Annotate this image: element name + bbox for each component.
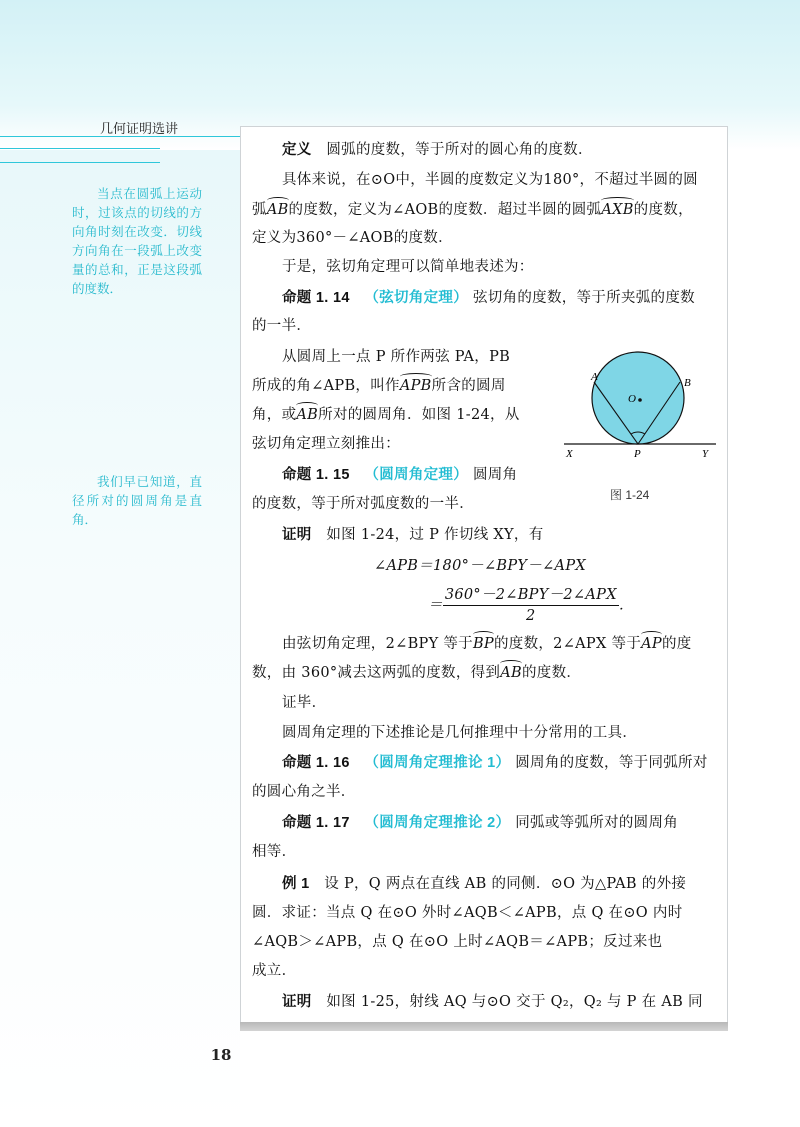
label-o: O bbox=[628, 393, 636, 405]
para2: 于是，弦切角定理可以简单地表述为： bbox=[282, 259, 534, 275]
prop-1-15-name: （圆周角定理） bbox=[364, 467, 469, 483]
running-header: 几何证明选讲 bbox=[100, 121, 179, 136]
proof2-label: 证明 bbox=[282, 994, 312, 1010]
prop-1-14-line2: 的一半． bbox=[252, 318, 312, 334]
arc-ab: AB bbox=[266, 202, 289, 218]
definition-line bbox=[282, 140, 748, 160]
para3-line2: 所成的角∠APB，叫作APB所含的圆周 bbox=[252, 378, 506, 394]
fraction: $\frac{\text{360°－2∠BPY－2∠APX}}{2}$ bbox=[444, 587, 617, 624]
arc-ab-2: AB bbox=[296, 407, 319, 423]
header-rule-1 bbox=[0, 136, 240, 137]
prop-1-16-name: （圆周角定理推论 1） bbox=[364, 755, 511, 771]
qed: 证毕． bbox=[282, 695, 327, 711]
proof-label: 证明 bbox=[282, 527, 312, 543]
arc-ab-3: AB bbox=[500, 665, 522, 681]
header-rule-3 bbox=[0, 162, 160, 163]
para3-line1: 从圆周上一点 P 所作两弦 PA，PB bbox=[282, 349, 511, 365]
example-1-line4: 成立． bbox=[252, 963, 297, 979]
para1-line3: 定义为360°－∠AOB的度数． bbox=[252, 230, 453, 246]
equation-2: ＝ $\frac{\text{360°－2∠BPY－2∠APX}}{2}$ ． bbox=[428, 587, 634, 624]
para3-line3: 角，或AB所对的圆周角．如图 1-24，从 bbox=[252, 407, 520, 423]
prop-1-17-name: （圆周角定理推论 2） bbox=[364, 815, 511, 831]
arc-apb: APB bbox=[399, 378, 432, 394]
prop-1-17-label: 命题 1. 17 bbox=[282, 815, 350, 831]
proof2-line: 证明 如图 1-25，射线 AQ 与⊙O 交于 Q₂，Q₂ 与 P 在 AB 同 bbox=[282, 994, 703, 1010]
prop-1-15-label: 命题 1. 15 bbox=[282, 467, 350, 483]
arc-bp: BP bbox=[472, 636, 494, 652]
example-1-label: 例 1 bbox=[282, 876, 310, 892]
label-x: X bbox=[566, 448, 573, 460]
label-a: A bbox=[591, 371, 598, 383]
figure-caption: 图 1-24 bbox=[610, 488, 650, 502]
margin-note-2: 我们早已知道，直径所对的圆周角是直角． bbox=[72, 474, 202, 527]
para4-line1: 由弦切角定理，2∠BPY 等于BP的度数，2∠APX 等于AP的度 bbox=[282, 636, 692, 652]
prop-1-17-line1: 命题 1. 17 （圆周角定理推论 2） 同弧或等弧所对的圆周角 bbox=[282, 815, 679, 831]
margin-note-1: 当点在圆弧上运动时，过该点的切线的方向角时刻在改变．切线方向角在一段弧上改变量的总和，正是这段弧的度数． bbox=[72, 186, 202, 296]
prop-1-16-line2: 的圆心角之半． bbox=[252, 784, 356, 800]
definition-text: 圆弧的度数，等于所对的圆心角的度数． bbox=[326, 142, 593, 158]
prop-1-15-line2: 的度数，等于所对弧度数的一半． bbox=[252, 496, 474, 512]
equation-1: ∠APB＝180°－∠BPY－∠APX bbox=[374, 558, 586, 574]
prop-1-14-label: 命题 1. 14 bbox=[282, 290, 350, 306]
para4-line2: 数，由 360°减去这两弧的度数，得到AB的度数． bbox=[252, 665, 582, 681]
example-1-line3: ∠AQB＞∠APB，点 Q 在⊙O 上时∠AQB＝∠APB；反过来也 bbox=[252, 934, 663, 950]
example-1-line2: 圆．求证：当点 Q 在⊙O 外时∠AQB＜∠APB，点 Q 在⊙O 内时 bbox=[252, 905, 683, 921]
para3-line4: 弦切角定理立刻推出： bbox=[252, 436, 400, 452]
para1-line1: 具体来说，在⊙O中，半圆的度数定义为180°，不超过半圆的圆 bbox=[282, 172, 698, 188]
prop-1-15-line1: 命题 1. 15 （圆周角定理） 圆周角 bbox=[282, 467, 518, 483]
prop-1-17-line2: 相等． bbox=[252, 844, 297, 860]
example-1-line1: 例 1 设 P，Q 两点在直线 AB 的同侧．⊙O 为△PAB 的外接 bbox=[282, 876, 687, 892]
arc-ap: AP bbox=[641, 636, 662, 652]
figure-1-24 bbox=[560, 350, 720, 465]
label-y: Y bbox=[702, 448, 709, 460]
header-rule-2 bbox=[0, 148, 160, 149]
definition-label: 定义 bbox=[282, 142, 312, 158]
proof-line: 证明 如图 1-24，过 P 作切线 XY，有 bbox=[282, 527, 544, 543]
arc-axb: AXB bbox=[601, 202, 634, 218]
center-point-o bbox=[638, 398, 642, 402]
para1-line2: 弧AB的度数，定义为∠AOB的度数．超过半圆的圆弧AXB的度数， bbox=[252, 202, 693, 218]
prop-1-16-label: 命题 1. 16 bbox=[282, 755, 350, 771]
page-number: 18 bbox=[206, 1044, 236, 1066]
para5: 圆周角定理的下述推论是几何推理中十分常用的工具． bbox=[282, 725, 638, 741]
prop-1-14-name: （弦切角定理） bbox=[364, 290, 469, 306]
prop-1-16-line1: 命题 1. 16 （圆周角定理推论 1） 圆周角的度数，等于同弧所对 bbox=[282, 755, 708, 771]
label-b: B bbox=[684, 377, 691, 389]
label-p: P bbox=[634, 448, 641, 460]
content-panel-shadow bbox=[240, 1022, 728, 1031]
prop-1-14-line1: 命题 1. 14 （弦切角定理） 弦切角的度数，等于所夹弧的度数 bbox=[282, 290, 695, 306]
